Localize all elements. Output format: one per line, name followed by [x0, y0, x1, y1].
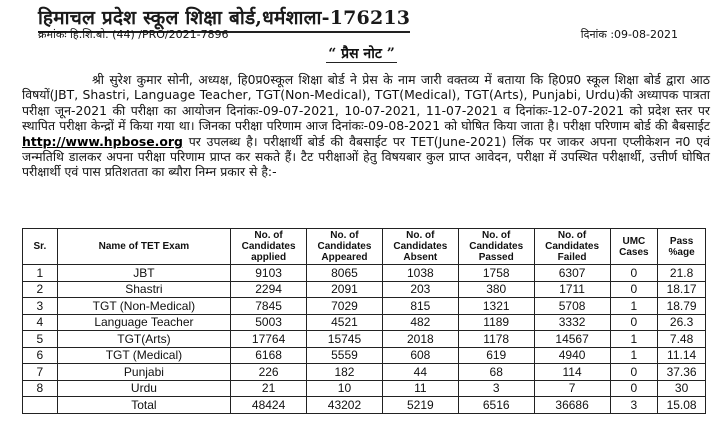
table-cell: 3332	[534, 314, 610, 331]
table-cell: 1	[610, 298, 658, 315]
table-cell: 4940	[534, 347, 610, 364]
table-cell: 3	[458, 380, 534, 397]
table-cell: 2294	[231, 281, 307, 298]
table-cell: 5219	[382, 397, 458, 414]
table-cell	[23, 397, 58, 414]
table-cell: 5708	[534, 298, 610, 315]
table-cell: 3	[23, 298, 58, 315]
table-cell: 14567	[534, 331, 610, 348]
total-row	[23, 397, 706, 414]
table-row	[23, 298, 706, 315]
exam-name-cell: Punjabi	[57, 364, 230, 381]
table-cell: 5003	[231, 314, 307, 331]
table-cell: 0	[610, 281, 658, 298]
table-cell: 68	[458, 364, 534, 381]
column-header: UMC Cases	[610, 229, 658, 265]
table-row	[23, 281, 706, 298]
table-cell: 6516	[458, 397, 534, 414]
table-row	[23, 347, 706, 364]
column-header: Sr.	[23, 229, 58, 265]
table-cell: 4521	[307, 314, 383, 331]
table-cell: 815	[382, 298, 458, 315]
table-cell: 182	[307, 364, 383, 381]
column-header: No. of Candidates applied	[231, 229, 307, 265]
table-cell: 1	[610, 347, 658, 364]
table-row	[23, 364, 706, 381]
exam-name-cell: TGT (Medical)	[57, 347, 230, 364]
column-header: No. of Candidates Passed	[458, 229, 534, 265]
table-cell: 8065	[307, 265, 383, 282]
table-cell: 1758	[458, 265, 534, 282]
table-cell: 114	[534, 364, 610, 381]
table-cell: 380	[458, 281, 534, 298]
table-cell: 11	[382, 380, 458, 397]
exam-name-cell: Total	[57, 397, 230, 414]
table-cell: 608	[382, 347, 458, 364]
press-note-title: “ प्रैस नोट ”	[328, 46, 395, 62]
table-cell: 1321	[458, 298, 534, 315]
table-cell: 7	[23, 364, 58, 381]
table-cell: 11.14	[658, 347, 706, 364]
table-cell: 1	[610, 331, 658, 348]
table-cell: 5559	[307, 347, 383, 364]
table-cell: 7845	[231, 298, 307, 315]
column-header: Name of TET Exam	[57, 229, 230, 265]
issue-date: दिनांक :09-08-2021	[580, 28, 678, 41]
table-cell: 6	[23, 347, 58, 364]
table-cell: 1189	[458, 314, 534, 331]
table-cell: 7.48	[658, 331, 706, 348]
results-table	[22, 228, 706, 414]
table-cell: 226	[231, 364, 307, 381]
table-cell: 203	[382, 281, 458, 298]
exam-name-cell: JBT	[57, 265, 230, 282]
column-header: No. of Candidates Absent	[382, 229, 458, 265]
table-cell: 18.17	[658, 281, 706, 298]
table-cell: 0	[610, 364, 658, 381]
table-cell: 44	[382, 364, 458, 381]
board-title: हिमाचल प्रदेश स्कूल शिक्षा बोर्ड,धर्मशाला-176213	[38, 4, 410, 33]
table-cell: 17764	[231, 331, 307, 348]
exam-name-cell: Urdu	[57, 380, 230, 397]
table-cell: 7	[534, 380, 610, 397]
table-cell: 0	[610, 265, 658, 282]
table-cell: 5	[23, 331, 58, 348]
table-cell: 21.8	[658, 265, 706, 282]
exam-name-cell: Language Teacher	[57, 314, 230, 331]
table-cell: 30	[658, 380, 706, 397]
table-row	[23, 314, 706, 331]
table-cell: 6307	[534, 265, 610, 282]
table-row	[23, 265, 706, 282]
table-cell: 15745	[307, 331, 383, 348]
table-cell: 0	[610, 314, 658, 331]
table-cell: 10	[307, 380, 383, 397]
table-cell: 9103	[231, 265, 307, 282]
website-link[interactable]: http://www.hpbose.org	[22, 133, 183, 149]
table-cell: 3	[610, 397, 658, 414]
table-row	[23, 331, 706, 348]
table-cell: 1711	[534, 281, 610, 298]
table-cell: 482	[382, 314, 458, 331]
table-cell: 2091	[307, 281, 383, 298]
table-cell: 0	[610, 380, 658, 397]
table-cell: 7029	[307, 298, 383, 315]
table-cell: 21	[231, 380, 307, 397]
body-text-part-2: पर उपलब्ध है। परीक्षार्थी बोर्ड की वैबसाईट पर TET(June-2021) लिंक पर जाकर अपना एप्लीकेशन न0 एवं जन्मतिथि डालकर अपना परीक्षा परिणाम प्राप्त कर सकते हैं। टैट परीक्षाओं हेतु विषयबार कुल प्राप्त आवेदन, परीक्षा में उपस्थित परीक्षार्थी, उत्तीर्ण घोषित परीक्षार्थी एवं पास प्रतिशतता का ब्यौरा निम्न प्रकार से है:-	[22, 133, 710, 180]
table-body	[23, 265, 706, 414]
table-cell: 6168	[231, 347, 307, 364]
table-cell: 8	[23, 380, 58, 397]
column-header: Pass %age	[658, 229, 706, 265]
exam-name-cell: TGT (Non-Medical)	[57, 298, 230, 315]
table-cell: 4	[23, 314, 58, 331]
table-header-row	[23, 229, 706, 265]
table-cell: 37.36	[658, 364, 706, 381]
table-cell: 43202	[307, 397, 383, 414]
table-cell: 15.08	[658, 397, 706, 414]
table-cell: 1178	[458, 331, 534, 348]
body-text-part-1: श्री सुरेश कुमार सोनी, अध्यक्ष, हि0प्र0स्कूल शिक्षा बोर्ड ने प्रेस के नाम जारी वक्तव्य में बताया कि हि0प्र0 स्कूल शिक्षा बोर्ड द्वारा आठ विषयों(JBT, Shastri, Language Teacher, TGT(Non-Medical), TGT(Medical), TGT(Arts), Punjabi, Urdu)की अध्यापक पात्रता परीक्षा जून-2021 की परीक्षा का आयोजन दिनांकः-09-07-2021, 10-07-2021, 11-07-2021 व दिनांकः-12-07-2021 को प्रदेश स्तर पर स्थापित परीक्षा केन्द्रों में किया गया था। जिनका परीक्षा परिणाम आज दिनांकः-09-08-2021 को घोषित किया जाता है। परीक्षा परिणाम बोर्ड की बैबसाईट	[22, 72, 710, 134]
table-row	[23, 380, 706, 397]
column-header: No. of Candidates Failed	[534, 229, 610, 265]
table-cell: 18.79	[658, 298, 706, 315]
exam-name-cell: TGT(Arts)	[57, 331, 230, 348]
reference-number: क्रमांकः हि.शि.बो. (44) /PRO/2021-7896	[38, 28, 229, 41]
column-header: No. of Candidates Appeared	[307, 229, 383, 265]
table-cell: 36686	[534, 397, 610, 414]
table-cell: 26.3	[658, 314, 706, 331]
table-cell: 2	[23, 281, 58, 298]
table-cell: 48424	[231, 397, 307, 414]
press-release-body	[22, 72, 710, 180]
exam-name-cell: Shastri	[57, 281, 230, 298]
table-cell: 1	[23, 265, 58, 282]
press-note-heading	[0, 44, 723, 63]
table-cell: 2018	[382, 331, 458, 348]
table-cell: 619	[458, 347, 534, 364]
table-cell: 1038	[382, 265, 458, 282]
